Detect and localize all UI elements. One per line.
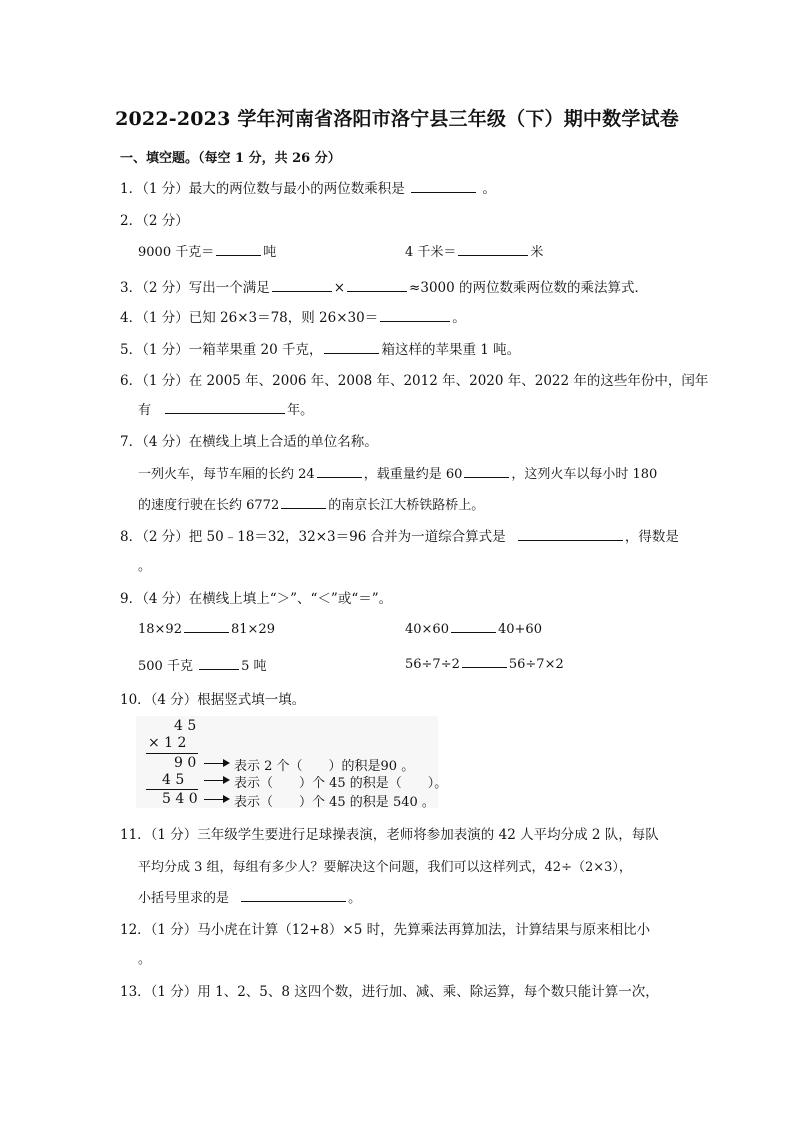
answer-blank[interactable] (165, 401, 285, 414)
question-11: 11．（1 分）三年级学生要进行足球操表演，老师将参加表演的 42 人平均分成 2 队，每队 (120, 827, 659, 843)
question-6-line-2: 有 年。 (138, 403, 314, 418)
answer-blank[interactable] (518, 528, 623, 541)
answer-blank[interactable] (216, 243, 261, 256)
answer-blank[interactable] (458, 243, 528, 256)
question-7-line-3: 的速度行驶在长约 6772 的南京长江大桥铁路桥上。 (138, 498, 485, 513)
answer-blank[interactable] (347, 279, 407, 292)
question-13: 13．（1 分）用 1、2、5、8 这四个数，进行加、减、乘、除运算，每个数只能计算一次， (120, 984, 659, 1000)
question-4: 4．（1 分）已知 26×3＝78，则 26×30＝ 。 (120, 310, 466, 326)
question-6: 6．（1 分）在 2005 年、2006 年、2008 年、2012 年、2020 年、2022 年的这些年份中，闰年 (120, 373, 709, 389)
question-8: 8．（2 分）把 50﹣18＝32，32×3＝96 合并为一道综合算式是 ，得数是 (120, 529, 679, 545)
question-9-item-1: 18×92 81×29 (138, 622, 275, 637)
question-10: 10．（4 分）根据竖式填一填。 (120, 692, 306, 708)
answer-blank[interactable] (324, 341, 379, 354)
question-5: 5．（1 分）一箱苹果重 20 千克， 箱这样的苹果重 1 吨。 (120, 342, 521, 358)
question-1: 1．（1 分）最大的两位数与最小的两位数乘积是 。 (120, 181, 496, 197)
question-2-part-2: 4 千米＝ 米 (405, 245, 544, 260)
question-11-line-3: 小括号里求的是 。 (138, 891, 362, 906)
answer-blank[interactable] (281, 496, 326, 509)
question-8-line-2: 。 (138, 559, 152, 574)
question-9-item-4: 56÷7÷2 56÷7×2 (405, 657, 564, 672)
answer-blank[interactable] (199, 657, 239, 670)
question-2: 2．（2 分） (120, 213, 189, 229)
answer-blank[interactable] (451, 620, 496, 633)
question-9: 9．（4 分）在横线上填上“＞”、“＜”或“＝”。 (120, 591, 393, 607)
answer-blank[interactable] (317, 465, 362, 478)
answer-blank[interactable] (462, 655, 507, 668)
question-3: 3．（2 分）写出一个满足 × ≈3000 的两位数乘两位数的乘法算式． (120, 280, 649, 296)
partial-product-2: 4 5 (162, 772, 185, 788)
arrow-icon (204, 763, 228, 764)
question-9-item-3: 500 千克 5 吨 (138, 659, 267, 674)
answer-blank[interactable] (380, 309, 450, 322)
arrow-icon (204, 780, 228, 781)
question-12: 12．（1 分）马小虎在计算（12+8）×5 时，先算乘法再算加法，计算结果与原来相比小 (120, 922, 651, 938)
question-text: 1．（1 分）最大的两位数与最小的两位数乘积是 (120, 181, 405, 197)
vertical-multiplication-figure (136, 716, 448, 810)
rule-line (146, 753, 198, 754)
question-7-line-2: 一列火车，每节车厢的长约 24 ，载重量约是 60 ，这列火车以每小时 180 (138, 467, 658, 482)
answer-blank[interactable] (464, 465, 509, 478)
rule-line (146, 789, 198, 790)
answer-blank[interactable] (411, 180, 476, 193)
question-7: 7．（4 分）在横线上填上合适的单位名称。 (120, 434, 378, 450)
question-12-line-2: 。 (138, 952, 152, 967)
annotation-2: 表示（ ）个 45 的积是（ ）。 (234, 776, 448, 791)
final-product: 5 4 0 (162, 791, 198, 807)
multiplier: × 1 2 (148, 735, 187, 751)
question-2-part-1: 9000 千克＝ 吨 (138, 245, 277, 260)
answer-blank[interactable] (272, 279, 332, 292)
multiplicand: 4 5 (174, 718, 197, 734)
annotation-1: 表示 2 个（ ）的积是90 。 (234, 759, 415, 774)
question-11-line-2: 平均分成 3 组，每组有多少人？要解决这个问题，我们可以这样列式，42÷（2×3）， (138, 860, 632, 875)
annotation-3: 表示（ ）个 45 的积是 540 。 (234, 795, 435, 810)
answer-blank[interactable] (241, 889, 346, 902)
answer-blank[interactable] (184, 620, 229, 633)
question-9-item-2: 40×60 40+60 (405, 622, 542, 637)
section-heading: 一、填空题。（每空 1 分，共 26 分） (120, 151, 341, 166)
page-title: 2022-2023 学年河南省洛阳市洛宁县三年级（下）期中数学试卷 (115, 108, 679, 130)
arrow-icon (204, 799, 228, 800)
partial-product-1: 9 0 (174, 755, 197, 771)
